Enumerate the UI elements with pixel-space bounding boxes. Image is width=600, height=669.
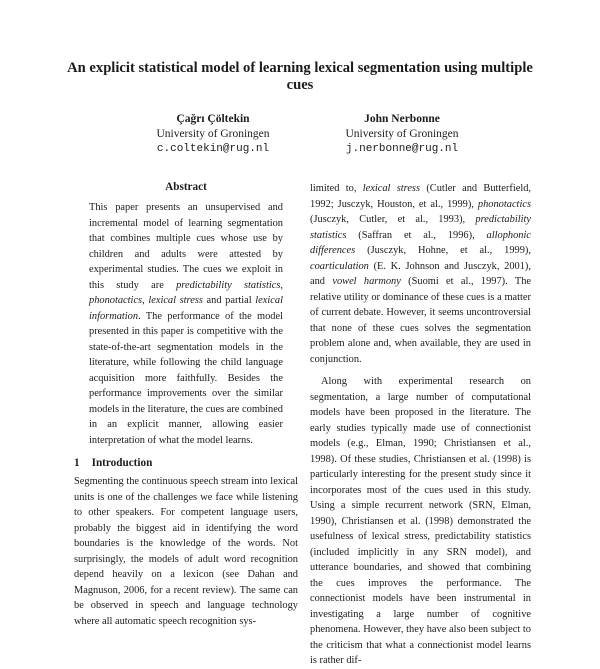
abstract-body xyxy=(89,200,283,448)
abstract-text: This paper presents an unsupervised and incremental model of learning segmentation that combines multiple cues whose use by children and adults were attested by experimental studies. The cues we exploit in this study are xyxy=(89,202,283,291)
author-name: Çağrı Çöltekin xyxy=(176,113,250,125)
abstract-separator: , xyxy=(280,279,283,291)
body-text: limited to, xyxy=(310,183,363,194)
left-column xyxy=(74,180,298,629)
section-heading xyxy=(74,456,298,471)
abstract-separator: , xyxy=(142,295,149,306)
paper-title: An explicit statistical model of learning lexical segmentation using multiple cues xyxy=(67,60,533,93)
body-text: (Cutler and Butterfield, 1992; Jusczyk, Houston, et al., 1999), xyxy=(310,183,532,210)
body-paragraph: Along with experimental research on segmentation, a large number of computational models have been proposed in the literature. The early studies typically made use of connectionist models (e.g., Elman, 1990; Christiansen et al., 1998). Of these studies, Christiansen et al. (1998) is particularly interesting for the present study since it incorporates most of the cues used in this study. Using a simple recurrent network (SRN, Elman, 1990), Christiansen et al. (1998) demonstrated the usefulness of lexical stress, predictability statistics (included implicitly in any SRN model), and utterance boundaries, and showed that combining the cues improves the performance. The connectionist models have been instrumental in investigating a large number of cognitive phenomena. However, they have also been subject to the criticism that what a connectionist model learns is rather dif- xyxy=(310,376,531,666)
abstract-term: lexical information xyxy=(89,295,283,322)
right-column xyxy=(310,181,531,669)
author-block xyxy=(287,112,517,157)
body-text: (Suomi et al., 1997). The relative utility or dominance of these cues is a matter of current debate. However, it seems uncontroversial that none of these cues solves the segmentation problem alone and, when available, they are used in conjunction. xyxy=(310,276,531,365)
cue-term: allophonic differences xyxy=(310,229,531,256)
abstract-term: phonotactics xyxy=(89,295,143,306)
abstract-paragraph xyxy=(89,200,283,448)
author-affiliation: University of Groningen xyxy=(345,128,459,140)
body-paragraph: Segmenting the continuous speech stream into lexical units is one of the challenges we face while listening to other speakers. For competent language users, probably the biggest aid in identifying the word boundaries is the knowledge of the words. Not surprisingly, the models of adult word recognition depend heavily on a lexicon (see Dahan and Magnuson, 2006, for a recent review). The same can be observed in speech and language technology where all automatic speech recognition sys- xyxy=(74,476,298,627)
abstract-term: lexical stress xyxy=(148,295,203,306)
author-email: c.coltekin@rug.nl xyxy=(156,143,270,155)
author-affiliation: University of Groningen xyxy=(156,128,270,140)
section-number: 1 xyxy=(74,457,80,469)
body-paragraph xyxy=(310,181,531,367)
body-text: (Jusczyk, Cutler, et al., 1993), xyxy=(310,214,476,225)
abstract-separator: and partial xyxy=(202,295,256,306)
cue-term: phonotactics xyxy=(477,198,531,210)
author-name: John Nerbonne xyxy=(364,113,440,125)
author-email: j.nerbonne@rug.nl xyxy=(345,143,459,155)
body-text: (E. K. Johnson and Jusczyk, 2001), and xyxy=(310,260,531,287)
cue-term: vowel harmony xyxy=(332,276,401,287)
abstract-term: predictability statistics xyxy=(176,279,281,291)
abstract-text: . The performance of the model presented in this paper is competitive with the state-of-the-art segmentation models in the literature, while following the child language acquisition more faithfully. Besides the performance improvements over the similar models in the literature, the cues are combined in an explicit manner, allowing easier interpretation of what the model learns. xyxy=(89,310,283,446)
cue-term: coarticulation xyxy=(310,260,369,272)
cue-term: lexical stress xyxy=(362,183,421,194)
body-text: (Saffran et al., 1996), xyxy=(346,229,487,241)
cue-term: predictability statistics xyxy=(310,214,531,241)
section-title: Introduction xyxy=(91,457,153,469)
body-text: (Jusczyk, Hohne, et al., 1999), xyxy=(355,245,531,256)
abstract-heading: Abstract xyxy=(165,181,207,193)
